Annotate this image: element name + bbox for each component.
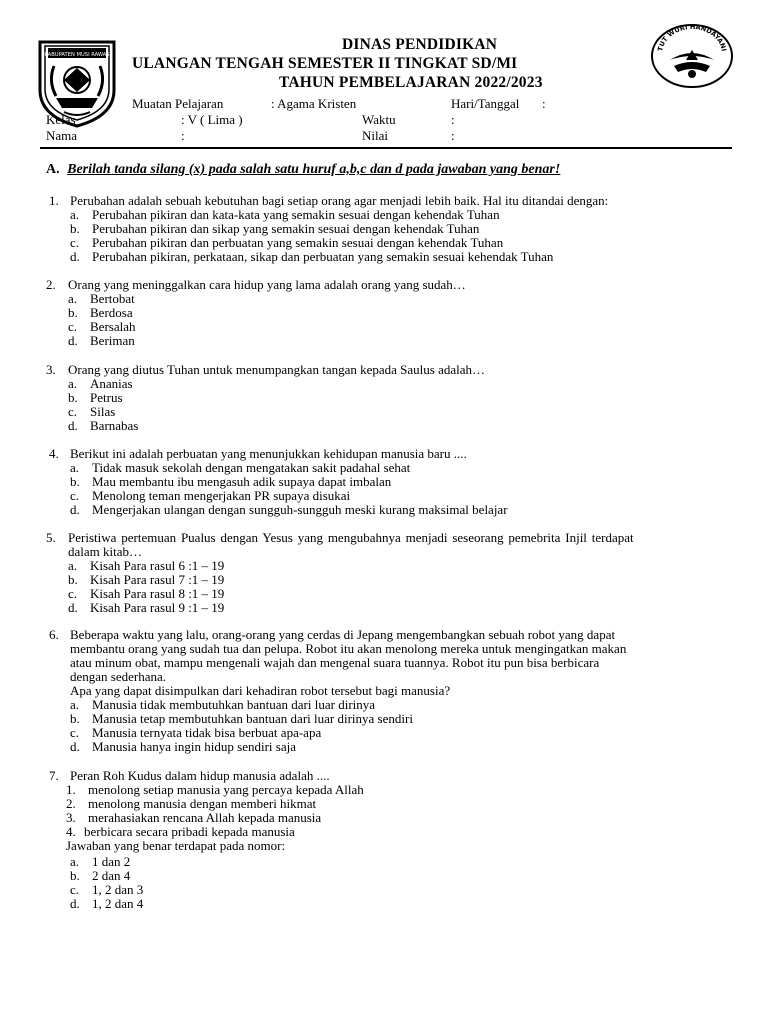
option-text: Perubahan pikiran dan perbuatan yang semakin sesuai dengan kehendak Tuhan [92,235,504,250]
option-text: Ananias [90,376,133,391]
option-letter: a. [68,376,78,391]
instruction-letter: A. [46,162,60,177]
question-number: 7. [49,768,59,783]
statement-number: 1. [66,782,76,797]
option-letter: b. [70,221,80,236]
kelas-value: : V ( Lima ) [181,112,243,127]
option-letter: a. [68,291,78,306]
option-letter: d. [70,249,80,264]
tut-wuri-logo-text: TUT WURI HANDAYANI [656,22,728,52]
option-text: Barnabas [90,418,139,433]
option-text: Manusia hanya ingin hidup sendiri saja [92,739,296,754]
question-stem: Berikut ini adalah perbuatan yang menunjukkan kehidupan manusia baru .... [70,446,467,461]
option-text: Berdosa [90,305,133,320]
option-letter: b. [70,711,80,726]
option-text: Mau membantu ibu mengasuh adik supaya dapat imbalan [92,474,392,489]
option-text: Tidak masuk sekolah dengan mengatakan sakit padahal sehat [92,460,411,475]
option-text: Perubahan pikiran dan kata-kata yang semakin sesuai dengan kehendak Tuhan [92,207,500,222]
nama-label: Nama [46,128,78,143]
header-line-2: ULANGAN TENGAH SEMESTER II TINGKAT SD/MI [132,55,518,72]
option-letter: d. [68,600,78,615]
statement-number: 2. [66,796,76,811]
kelas-label: Kelas [46,112,76,127]
question-number: 3. [46,362,56,377]
header-line-1: DINAS PENDIDIKAN [342,36,498,53]
option-text: Bertobat [90,291,135,306]
option-text: Kisah Para rasul 6 :1 – 19 [90,558,225,573]
answer-prompt: Jawaban yang benar terdapat pada nomor: [66,838,286,853]
header-divider [40,147,732,149]
statement-text: menolong manusia dengan memberi hikmat [88,796,317,811]
option-letter: c. [68,404,78,419]
mapel-value: : Agama Kristen [271,96,357,111]
question-number: 5. [46,530,56,545]
option-letter: c. [68,319,78,334]
regional-logo-text: KABUPATEN MUSI RAWAS [44,52,110,58]
option-letter: a. [70,207,80,222]
option-letter: d. [68,333,78,348]
option-letter: b. [68,305,78,320]
hari-value: : [542,96,546,111]
option-letter: d. [68,418,78,433]
option-text: Perubahan pikiran, perkataan, sikap dan perbuatan yang semakin sesuai kehendak Tuhan [92,249,554,264]
option-letter: b. [70,474,80,489]
question-stem-line-1: Peristiwa pertemuan Pualus dengan Yesus yang mengubahnya menjadi seseorang pemebrita Injil terdapat [68,530,634,545]
option-text: Manusia tidak membutuhkan bantuan dari luar dirinya [92,697,376,712]
option-text: 1, 2 dan 4 [92,896,144,911]
statement-number: 4. [66,824,76,839]
question-stem-line-2: dalam kitab… [68,544,143,559]
option-letter: b. [68,572,78,587]
question-prompt: Apa yang dapat disimpulkan dari kehadiran robot tersebut bagi manusia? [70,683,451,698]
instruction-text: Berilah tanda silang (x) pada salah satu huruf a,b,c dan d pada jawaban yang benar! [67,162,561,177]
option-letter: c. [70,488,80,503]
question-stem-line-2: membantu orang yang sudah tua dan pelupa. Robot itu akan menolong mereka untuk mengingatkan makan [70,641,627,656]
option-letter: c. [70,882,80,897]
option-letter: d. [70,896,80,911]
option-text: Menolong teman mengerjakan PR supaya disukai [92,488,351,503]
option-text: Bersalah [90,319,136,334]
option-text: Kisah Para rasul 9 :1 – 19 [90,600,225,615]
nama-value: : [181,128,185,143]
option-letter: a. [68,558,78,573]
option-letter: a. [70,460,80,475]
statement-text: berbicara secara pribadi kepada manusia [84,824,295,839]
nilai-value: : [451,128,455,143]
option-text: Beriman [90,333,135,348]
mapel-label: Muatan Pelajaran [132,96,224,111]
option-letter: b. [68,390,78,405]
question-number: 4. [49,446,59,461]
option-letter: c. [70,725,80,740]
question-stem-line-4: dengan sederhana. [70,669,167,684]
waktu-value: : [451,112,455,127]
option-letter: d. [70,739,80,754]
option-letter: a. [70,697,80,712]
question-stem: Peran Roh Kudus dalam hidup manusia adalah .... [70,768,330,783]
option-text: Perubahan pikiran dan sikap yang semakin sesuai dengan kehendak Tuhan [92,221,480,236]
question-stem-line-3: atau minum obat, mampu mengenali wajah dan mengenal suara tuannya. Robot itu pun bisa berbicara [70,655,600,670]
option-text: 1, 2 dan 3 [92,882,144,897]
option-text: Manusia ternyata tidak bisa berbuat apa-apa [92,725,322,740]
option-text: Petrus [90,390,123,405]
question-stem: Orang yang diutus Tuhan untuk menumpangkan tangan kepada Saulus adalah… [68,362,486,377]
option-text: Mengerjakan ulangan dengan sungguh-sungguh meski kurang maksimal belajar [92,502,508,517]
question-number: 2. [46,277,56,292]
tut-wuri-handayani-logo-icon [650,22,734,90]
header-line-3: TAHUN PEMBELAJARAN 2022/2023 [279,74,543,91]
option-letter: a. [70,854,80,869]
statement-number: 3. [66,810,76,825]
hari-label: Hari/Tanggal [451,96,520,111]
instruction [46,162,560,178]
question-stem: Orang yang meninggalkan cara hidup yang lama adalah orang yang sudah… [68,277,466,292]
option-text: 2 dan 4 [92,868,131,883]
question-number: 6. [49,627,59,642]
option-letter: b. [70,868,80,883]
option-text: Kisah Para rasul 8 :1 – 19 [90,586,225,601]
option-text: 1 dan 2 [92,854,131,869]
statement-text: merahasiakan rencana Allah kepada manusia [88,810,322,825]
question-stem: Perubahan adalah sebuah kebutuhan bagi setiap orang agar menjadi lebih baik. Hal itu ditandai dengan: [70,193,609,208]
nilai-label: Nilai [362,128,388,143]
statement-text: menolong setiap manusia yang percaya kepada Allah [88,782,364,797]
question-number: 1. [49,193,59,208]
option-letter: c. [68,586,78,601]
option-letter: c. [70,235,80,250]
option-text: Silas [90,404,116,419]
option-text: Kisah Para rasul 7 :1 – 19 [90,572,225,587]
question-stem-line-1: Beberapa waktu yang lalu, orang-orang yang cerdas di Jepang mengembangkan sebuah robot yang dapat [70,627,616,642]
waktu-label: Waktu [362,112,396,127]
option-letter: d. [70,502,80,517]
option-text: Manusia tetap membutuhkan bantuan dari luar dirinya sendiri [92,711,413,726]
